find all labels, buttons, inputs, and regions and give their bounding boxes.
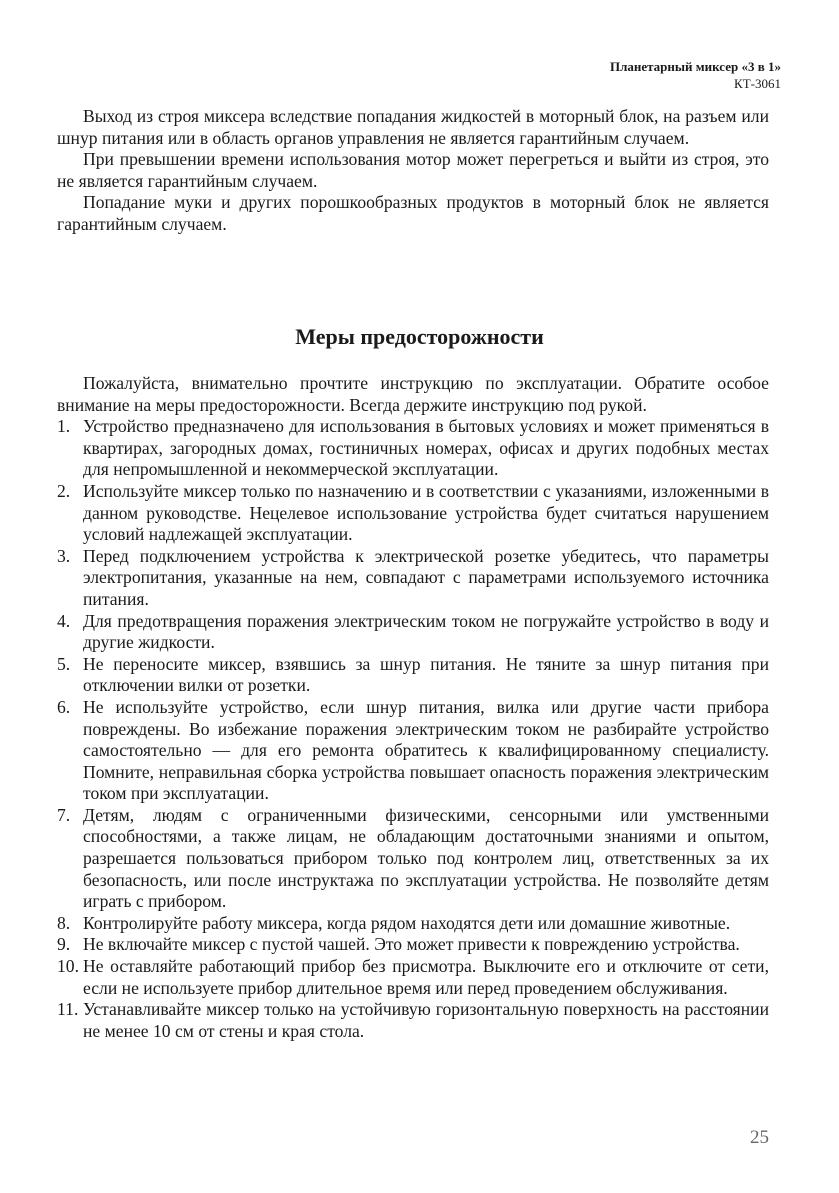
- item-text: Не включайте миксер с пустой чашей. Это может привести к повреждению устройства.: [83, 934, 740, 955]
- item-number: 5.: [57, 653, 71, 674]
- item-text: Устанавливайте миксер только на устойчивую горизонтальную поверхность на расстоянии не менее 10 см от стены и края стола.: [83, 999, 769, 1041]
- running-head: [610, 58, 781, 92]
- item-text: Не оставляйте работающий прибор без присмотра. Выключите его и отключите от сети, если не используете прибор длительное время или перед проведением обслуживания.: [83, 956, 769, 998]
- list-item: [57, 913, 769, 935]
- warranty-paragraph: При превышении времени использования мотор может перегреться и выйти из строя, это не является гарантийным случаем.: [57, 149, 769, 191]
- item-text: Детям, людям с ограниченными физическими, сенсорными или умственными способностями, а также лицам, не обладающим достаточными знаниями и опытом, разрешается пользоваться прибором только под контролем лиц, ответственных за их безопасность, или после инструктажа по эксплуатации устройства. Не позволяйте детям играть с прибором.: [83, 804, 769, 912]
- list-item: [57, 934, 769, 956]
- item-number: 1.: [57, 416, 71, 437]
- list-item: [57, 697, 769, 805]
- item-number: 6.: [57, 696, 71, 717]
- intro-paragraph: Пожалуйста, внимательно прочтите инструкцию по эксплуатации. Обратите особое внимание на меры предосторожности. Всегда держите инструкцию под рукой.: [57, 373, 769, 415]
- list-item: [57, 481, 769, 546]
- item-text: Используйте миксер только по назначению и в соответствии с указаниями, изложенными в данном руководстве. Нецелевое использование устройства будет считаться нарушением условий надлежащей эксплуатации.: [83, 480, 769, 545]
- item-number: 7.: [57, 804, 71, 825]
- precautions-section: [57, 373, 769, 1042]
- list-item: [57, 611, 769, 654]
- list-item: [57, 546, 769, 611]
- item-number: 4.: [57, 610, 71, 631]
- item-text: Перед подключением устройства к электрической розетке убедитесь, что параметры электропитания, указанные на нем, совпадают с параметрами используемого источника питания.: [83, 545, 769, 609]
- product-title: Планетарный миксер «3 в 1»: [609, 59, 781, 74]
- list-item: [57, 805, 769, 913]
- page-number: 25: [750, 1127, 769, 1148]
- warranty-paragraph: Попадание муки и других порошкообразных продуктов в моторный блок не является гарантийным случаем.: [57, 192, 769, 234]
- item-number: 8.: [57, 912, 71, 933]
- warranty-paragraph: Выход из строя миксера вследствие попадания жидкостей в моторный блок, на разъем или шнур питания или в область органов управления не является гарантийным случаем.: [57, 106, 769, 148]
- item-number: 3.: [57, 545, 71, 566]
- item-text: Для предотвращения поражения электрическим током не погружайте устройство в воду и другие жидкости.: [83, 610, 769, 653]
- item-text: Не используйте устройство, если шнур питания, вилка или другие части прибора повреждены. Во избежание поражения электрическим током не разбирайте устройство самостоятельно — для его ремонта обратитесь к квалифицированному специалисту. Помните, неправильная сборка устройства повышает опасность поражения электрическим током при эксплуатации.: [83, 696, 769, 804]
- item-number: 2.: [57, 480, 71, 501]
- item-number: 11.: [57, 999, 79, 1020]
- item-text: Не переносите миксер, взявшись за шнур питания. Не тяните за шнур питания при отключении вилки от розетки.: [83, 653, 769, 696]
- item-number: 9.: [57, 934, 71, 955]
- item-text: Контролируйте работу миксера, когда рядом находятся дети или домашние животные.: [83, 912, 731, 933]
- warranty-section: [57, 106, 769, 236]
- model-number: КТ-3061: [734, 76, 781, 91]
- list-item: [57, 416, 769, 481]
- list-item: [57, 999, 769, 1042]
- list-item: [57, 654, 769, 697]
- list-item: [57, 956, 769, 999]
- item-text: Устройство предназначено для использования в бытовых условиях и может применяться в квартирах, загородных домах, гостиничных номерах, офисах и других подобных местах для непромышленной и некоммерческой эксплуатации.: [83, 416, 769, 480]
- precautions-list: [57, 416, 769, 1042]
- item-number: 10.: [57, 956, 79, 977]
- section-title: Меры предосторожности: [295, 324, 544, 349]
